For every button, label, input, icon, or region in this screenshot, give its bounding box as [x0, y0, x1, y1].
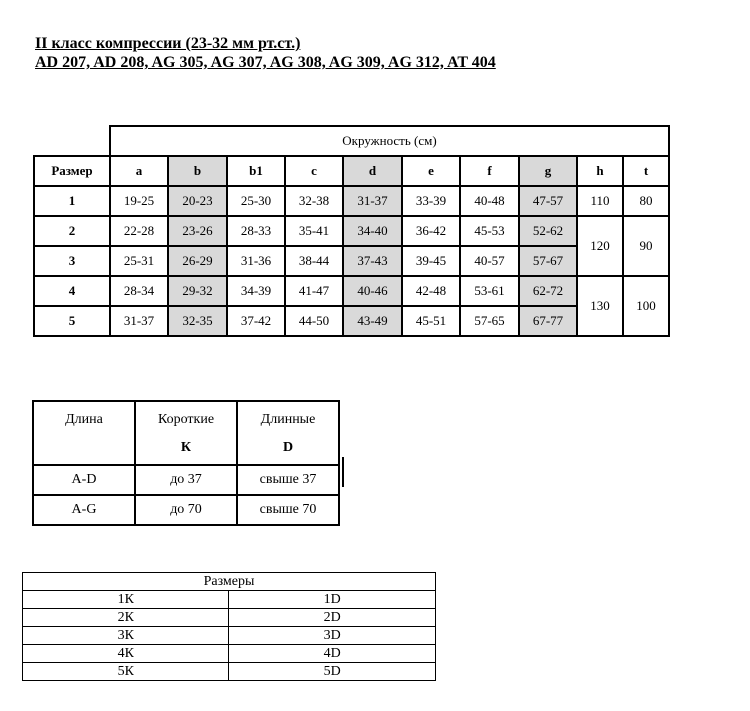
- sizes-list-header: Размеры: [23, 573, 436, 591]
- table-row: [34, 186, 669, 216]
- short-size-cell: 1К: [23, 591, 229, 609]
- value-cell-t: 100: [623, 276, 669, 336]
- table-edge-mark: [342, 457, 344, 487]
- empty-corner-cell: [34, 126, 110, 156]
- short-size-cell: 4К: [23, 645, 229, 663]
- value-cell-b1: 25-30: [227, 186, 285, 216]
- long-size-cell: 3D: [229, 627, 436, 645]
- column-header-f: f: [460, 156, 519, 186]
- value-cell-a: 25-31: [110, 246, 168, 276]
- size-cell: 2: [34, 216, 110, 246]
- short-value-cell: до 70: [135, 495, 237, 525]
- column-header-g: g: [519, 156, 577, 186]
- size-column-header: Размер: [34, 156, 110, 186]
- value-cell-c: 35-41: [285, 216, 343, 246]
- short-size-cell: 2К: [23, 609, 229, 627]
- value-cell-d: 34-40: [343, 216, 402, 246]
- column-header-h: h: [577, 156, 623, 186]
- short-label: Короткие: [157, 412, 215, 427]
- long-value-cell: свыше 70: [237, 495, 339, 525]
- length-table: [32, 400, 340, 526]
- sizes-table: [33, 125, 670, 337]
- value-cell-e: 45-51: [402, 306, 460, 336]
- size-cell: 1: [34, 186, 110, 216]
- table-row: [33, 465, 339, 495]
- long-code: D: [282, 440, 294, 455]
- length-name-cell: A-D: [33, 465, 135, 495]
- list-item: [23, 609, 436, 627]
- value-cell-a: 22-28: [110, 216, 168, 246]
- value-cell-g: 67-77: [519, 306, 577, 336]
- long-size-cell: 2D: [229, 609, 436, 627]
- length-name-cell: A-G: [33, 495, 135, 525]
- circumference-header: Окружность (см): [110, 126, 669, 156]
- value-cell-b1: 28-33: [227, 216, 285, 246]
- long-size-cell: 5D: [229, 663, 436, 681]
- title-model-codes: AD 207, AD 208, AG 305, AG 307, AG 308, AG 309, AG 312, AT 404: [35, 54, 496, 71]
- list-item: [23, 627, 436, 645]
- value-cell-f: 57-65: [460, 306, 519, 336]
- value-cell-g: 62-72: [519, 276, 577, 306]
- long-value-cell: свыше 37: [237, 465, 339, 495]
- value-cell-b: 29-32: [168, 276, 227, 306]
- document-title: [35, 34, 496, 72]
- list-item: [23, 663, 436, 681]
- value-cell-c: 32-38: [285, 186, 343, 216]
- value-cell-c: 38-44: [285, 246, 343, 276]
- value-cell-a: 31-37: [110, 306, 168, 336]
- column-header-b: b: [168, 156, 227, 186]
- list-item: [23, 591, 436, 609]
- short-code: К: [180, 440, 192, 455]
- value-cell-e: 33-39: [402, 186, 460, 216]
- table-row: [34, 246, 669, 276]
- value-cell-c: 41-47: [285, 276, 343, 306]
- value-cell-b: 23-26: [168, 216, 227, 246]
- column-header-e: e: [402, 156, 460, 186]
- value-cell-b: 26-29: [168, 246, 227, 276]
- value-cell-d: 31-37: [343, 186, 402, 216]
- value-cell-f: 45-53: [460, 216, 519, 246]
- value-cell-t: 90: [623, 216, 669, 276]
- title-compression-class: II класс компрессии (23-32 мм рт.ст.): [35, 35, 301, 52]
- long-header: [237, 401, 339, 465]
- value-cell-g: 57-67: [519, 246, 577, 276]
- list-item: [23, 645, 436, 663]
- value-cell-b1: 37-42: [227, 306, 285, 336]
- short-header: [135, 401, 237, 465]
- value-cell-a: 28-34: [110, 276, 168, 306]
- sizes-list-table: [22, 572, 436, 681]
- value-cell-g: 52-62: [519, 216, 577, 246]
- value-cell-d: 43-49: [343, 306, 402, 336]
- table-row: [34, 216, 669, 246]
- value-cell-b: 32-35: [168, 306, 227, 336]
- length-header: Длина: [33, 401, 135, 465]
- value-cell-a: 19-25: [110, 186, 168, 216]
- table-row: [34, 276, 669, 306]
- value-cell-t: 80: [623, 186, 669, 216]
- column-header-c: c: [285, 156, 343, 186]
- value-cell-b: 20-23: [168, 186, 227, 216]
- short-value-cell: до 37: [135, 465, 237, 495]
- long-size-cell: 4D: [229, 645, 436, 663]
- size-cell: 4: [34, 276, 110, 306]
- value-cell-d: 37-43: [343, 246, 402, 276]
- value-cell-h: 130: [577, 276, 623, 336]
- value-cell-e: 36-42: [402, 216, 460, 246]
- size-cell: 3: [34, 246, 110, 276]
- value-cell-d: 40-46: [343, 276, 402, 306]
- value-cell-e: 39-45: [402, 246, 460, 276]
- short-size-cell: 3К: [23, 627, 229, 645]
- long-label: Длинные: [260, 412, 316, 427]
- value-cell-h: 120: [577, 216, 623, 276]
- column-header-t: t: [623, 156, 669, 186]
- value-cell-f: 53-61: [460, 276, 519, 306]
- column-header-a: a: [110, 156, 168, 186]
- value-cell-b1: 31-36: [227, 246, 285, 276]
- column-header-d: d: [343, 156, 402, 186]
- value-cell-e: 42-48: [402, 276, 460, 306]
- value-cell-f: 40-57: [460, 246, 519, 276]
- table-row: [33, 495, 339, 525]
- table-row: [34, 306, 669, 336]
- value-cell-g: 47-57: [519, 186, 577, 216]
- short-size-cell: 5К: [23, 663, 229, 681]
- value-cell-c: 44-50: [285, 306, 343, 336]
- size-cell: 5: [34, 306, 110, 336]
- column-header-b1: b1: [227, 156, 285, 186]
- value-cell-b1: 34-39: [227, 276, 285, 306]
- value-cell-h: 110: [577, 186, 623, 216]
- value-cell-f: 40-48: [460, 186, 519, 216]
- long-size-cell: 1D: [229, 591, 436, 609]
